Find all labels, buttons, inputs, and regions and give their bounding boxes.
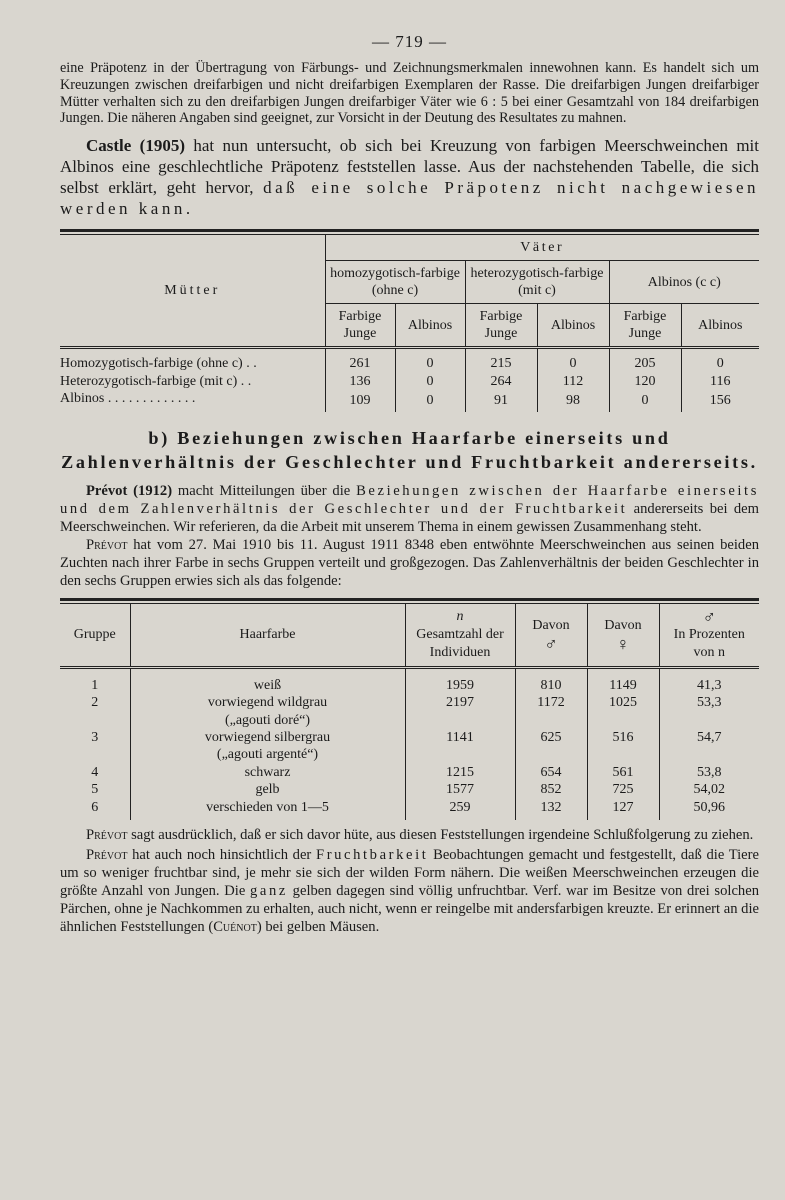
prevot-spaced-text: ganz — [250, 882, 288, 899]
fathers-header: Väter — [325, 235, 759, 261]
table-row — [60, 764, 759, 781]
prevot-spaced-text: Beziehungen zwischen der Haarfarbe einerseits und dem Zahlenverhältnis der Geschlechter und der Fruchtbarkeit — [60, 482, 759, 517]
color-cell: weiß — [130, 667, 405, 694]
percent-cell: 41,3 — [659, 667, 759, 694]
table-row — [60, 348, 759, 373]
percent-cell: 53,8 — [659, 764, 759, 781]
prevot-author: Prévot — [86, 826, 128, 843]
table-cell: 0 — [395, 348, 465, 373]
sub-col-header: Albinos — [395, 304, 465, 348]
table-cell: 264 — [465, 373, 537, 391]
section-title: b) Beziehungen zwischen Haarfarbe einerseits und Zahlenverhältnis der Geschlechter und Fruchtbarkeit andererseits. — [61, 427, 758, 472]
prevot-text: macht Mitteilungen über die — [172, 482, 357, 499]
color-cell: gelb — [130, 781, 405, 798]
prevot-table — [60, 604, 759, 820]
table-row — [60, 729, 759, 764]
table-row — [60, 667, 759, 694]
table-cell: 116 — [681, 373, 759, 391]
row-label: Albinos . . . . . . . . . . . . . — [60, 391, 196, 407]
group-cell: 4 — [91, 764, 99, 780]
sub-col-header: Albinos — [537, 304, 609, 348]
prevot-text: gelben dagegen sind völlig unfruchtbar. Verf. war im Besitze von drei solchen Pärchen, ohne je Nachkommen zu erhalten, auch nicht, wenn er reingelbe mit andersfarbigen kreuzte. Er erinnert an die ähnlichen Feststellungen ( — [60, 882, 759, 935]
male-symbol-icon: ♂ — [544, 633, 558, 654]
table-cell: 156 — [681, 390, 759, 412]
prevot-text: sagt ausdrücklich, daß er sich davor hüte, aus diesen Feststellungen irgendeine Schlußfolgerung zu ziehen. — [127, 826, 754, 843]
davon-label: Davon — [532, 617, 570, 633]
total-cell: 1215 — [405, 764, 515, 781]
total-label: Gesamtzahl der Individuen — [416, 626, 504, 660]
table-cell: 205 — [609, 348, 681, 373]
group-cell: 1 — [91, 677, 99, 693]
prevot-author: Prévot (1912) — [86, 482, 173, 499]
sub-col-header: Albinos — [681, 304, 759, 348]
table-cell: 109 — [325, 390, 395, 412]
col-group-albinos: Albinos (c c) — [609, 261, 759, 304]
col-header-haarfarbe: Haarfarbe — [130, 604, 405, 668]
color-alias: („agouti argenté“) — [216, 747, 319, 763]
color-cell: schwarz — [130, 764, 405, 781]
table-cell: 98 — [537, 390, 609, 412]
percent-cell: 50,96 — [659, 799, 759, 820]
table-cell: 91 — [465, 390, 537, 412]
page-number: — 719 — — [372, 32, 447, 51]
prevot-text: ) bei gelben Mäusen. — [256, 918, 380, 935]
table-row — [60, 799, 759, 820]
prevot-author: Prévot — [86, 846, 128, 863]
castle-spaced-text: daß eine solche Präpotenz nicht nachgewiesen werden kann. — [60, 178, 759, 219]
color-cell — [130, 729, 405, 764]
table-cell: 0 — [609, 390, 681, 412]
row-label: Homozygotisch-farbige (ohne c) . . — [60, 356, 257, 372]
prevot-paragraph-4 — [60, 846, 759, 936]
female-cell: 561 — [587, 764, 659, 781]
col-group-heterozygous: heterozygotisch-farbige (mit c) — [465, 261, 609, 304]
table-cell: 120 — [609, 373, 681, 391]
male-cell: 132 — [515, 799, 587, 820]
table-row — [60, 694, 759, 729]
color-name: vorwiegend wildgrau — [207, 695, 328, 711]
table-row — [60, 373, 759, 391]
prevot-text: Beobachtungen gemacht und festgestellt, daß die Tiere um so weniger fruchtbar sind, je mehr sie sich der wilden Form nähern. Die weißen Meerschweinchen erzeugen die größte Anzahl von Jungen. Die — [60, 846, 759, 899]
sub-col-header: Farbige Junge — [325, 304, 395, 348]
prevot-author: Prévot — [86, 536, 128, 553]
female-cell: 516 — [587, 729, 659, 764]
castle-table — [60, 235, 759, 412]
prevot-paragraph-3 — [60, 826, 759, 844]
male-cell: 625 — [515, 729, 587, 764]
group-cell: 6 — [91, 799, 99, 815]
total-cell: 1141 — [405, 729, 515, 764]
prevot-text: hat auch noch hinsichtlich der — [127, 846, 316, 863]
davon-label: Davon — [604, 617, 642, 633]
prevot-text: andererseits bei dem Meerschweinchen. Wir referieren, da die Arbeit mit unserem Thema in einem gewissen Zusammenhang steht. — [60, 500, 759, 535]
col-group-homozygous: homozygotisch-farbige (ohne c) — [325, 261, 465, 304]
table-cell: 0 — [537, 348, 609, 373]
group-cell: 2 — [91, 695, 99, 711]
female-cell: 1025 — [587, 694, 659, 729]
total-cell: 1577 — [405, 781, 515, 798]
prevot-spaced-text: Fruchtbarkeit — [315, 846, 429, 863]
table-row — [60, 390, 759, 412]
percent-cell: 54,02 — [659, 781, 759, 798]
sub-col-header: Farbige Junge — [609, 304, 681, 348]
col-header-total — [405, 604, 515, 668]
female-symbol-icon: ♀ — [616, 633, 630, 654]
color-name: vorwiegend silbergrau — [204, 729, 331, 745]
col-header-percent — [659, 604, 759, 668]
total-cell: 1959 — [405, 667, 515, 694]
group-cell: 3 — [91, 729, 99, 745]
male-cell: 654 — [515, 764, 587, 781]
percent-label: In Prozenten von n — [673, 626, 745, 660]
table-cell: 261 — [325, 348, 395, 373]
intro-paragraph: eine Präpotenz in der Übertragung von Färbungs- und Zeichnungsmerkmalen innewohnen kann. Es handelt sich um Kreuzungen zwischen dreifarbigen und nicht dreifarbigen Exemplaren der Rasse. Die dreifarbigen Jungen dreifarbiger Mütter verhalten sich zu den dreifarbigen Jungen dreifarbiger Väter wie 6 : 5 bei einer Gesamtzahl von 184 dreifarbigen Jungen. Die näheren Angaben sind geeignet, zur Vorsicht in der Deutung des Resultates zu mahnen. — [60, 60, 759, 127]
col-header-male — [515, 604, 587, 668]
color-alias: („agouti doré“) — [224, 712, 311, 728]
male-symbol-icon: ♂ — [702, 606, 716, 627]
col-header-female — [587, 604, 659, 668]
mothers-header: Mütter — [60, 235, 325, 348]
table-cell: 112 — [537, 373, 609, 391]
table-cell: 0 — [395, 373, 465, 391]
female-cell: 725 — [587, 781, 659, 798]
table-cell: 136 — [325, 373, 395, 391]
female-cell: 127 — [587, 799, 659, 820]
castle-author: Castle (1905) — [86, 136, 186, 156]
castle-paragraph — [60, 135, 759, 219]
color-cell — [130, 694, 405, 729]
prevot-paragraph-2 — [60, 536, 759, 590]
prevot-text: hat vom 27. Mai 1910 bis 11. August 1911 8348 eben entwöhnte Meerschweinchen aus seinen beiden Zuchten nach ihrer Farbe in sechs Gruppen verteilt und großgezogen. Das Zahlenverhältnis der beiden Geschlechter in den sechs Gruppen erwies sich als das folgende: — [60, 536, 759, 589]
sub-col-header: Farbige Junge — [465, 304, 537, 348]
percent-cell: 54,7 — [659, 729, 759, 764]
female-cell: 1149 — [587, 667, 659, 694]
table-cell: 0 — [395, 390, 465, 412]
male-cell: 1172 — [515, 694, 587, 729]
citation-author: Cuénot — [213, 918, 257, 935]
male-cell: 810 — [515, 667, 587, 694]
group-cell: 5 — [91, 782, 99, 798]
percent-cell: 53,3 — [659, 694, 759, 729]
row-label: Heterozygotisch-farbige (mit c) . . — [60, 373, 252, 389]
male-cell: 852 — [515, 781, 587, 798]
color-cell: verschieden von 1—5 — [130, 799, 405, 820]
col-header-gruppe: Gruppe — [60, 604, 130, 668]
table-cell: 215 — [465, 348, 537, 373]
table-row — [60, 781, 759, 798]
n-symbol: n — [456, 608, 464, 624]
total-cell: 2197 — [405, 694, 515, 729]
prevot-paragraph-1 — [60, 482, 759, 536]
total-cell: 259 — [405, 799, 515, 820]
castle-text: hat nun untersucht, ob sich bei Kreuzung von farbigen Meerschweinchen mit Albinos eine geschlechtliche Präpotenz feststellen lasse. Aus der nachstehenden Tabelle, die sich selbst erklärt, geht hervor, — [60, 136, 759, 198]
table-cell: 0 — [681, 348, 759, 373]
